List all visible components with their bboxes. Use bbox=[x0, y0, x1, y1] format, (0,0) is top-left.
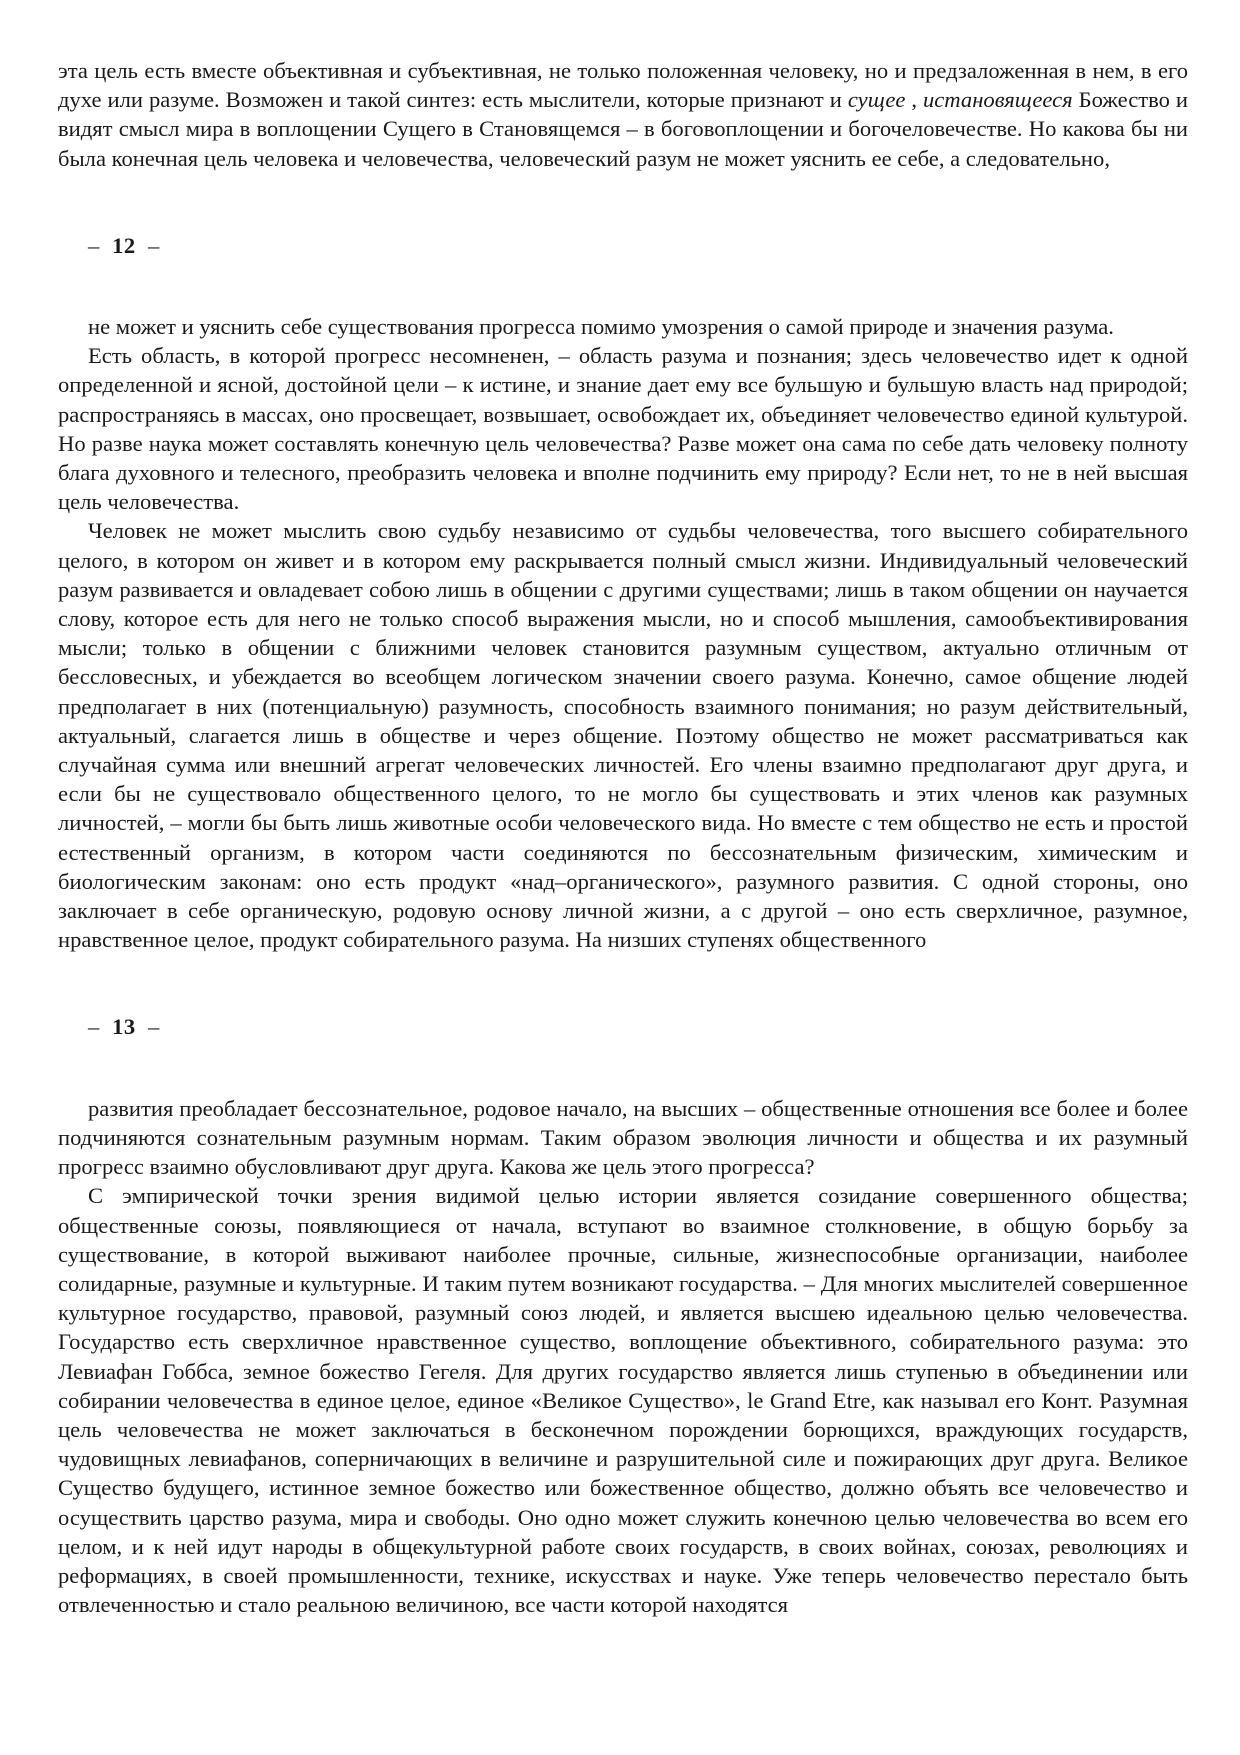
dash-left: – bbox=[88, 232, 100, 258]
page-number-marker-12 bbox=[88, 231, 1188, 260]
dash-right: – bbox=[147, 1014, 160, 1040]
document-page bbox=[58, 56, 1188, 1619]
paragraph-continuation-top bbox=[58, 56, 1188, 173]
page-number-marker-13 bbox=[88, 1012, 1188, 1041]
page-number: 13 bbox=[112, 1014, 136, 1040]
paragraph: С эмпирической точки зрения видимой целью истории является созидание совершенного общества; общественные союзы, появляющиеся от начала, вступают во взаимное столкновение, в общую борьбу за существование, в которой выживают наиболее прочные, сильные, жизнеспособные организации, наиболее солидарные, разумные и культурные. И таким путем возникают государства. – Для многих мыслителей совершенное культурное государство, правовой, разумный союз людей, и является высшею идеальною целью человечества. Государство есть сверхличное нравственное существо, воплощение объективного, собирательного разума: это Левиафан Гоббса, земное божество Гегеля. Для других государство является лишь ступенью в объединении или собирании человечества в единое целое, единое «Великое Существо», le Grand Etre, как называл его Конт. Разумная цель человечества не может заключаться в бесконечном порождении борющихся, враждующих государств, чудовищных левиафанов, соперничающих в величине и разрушительной силе и пожирающих друг друга. Великое Существо будущего, истинное земное божество или божественное общество, должно объять все человечество и осуществить царство разума, мира и свободы. Оно одно может служить конечною целью человечества во всем его целом, и к ней идут народы в общекультурной работе своих государств, в своих войнах, союзах, революциях и реформациях, в своей промышленности, технике, искусствах и науке. Уже теперь человечество перестало быть отвлеченностью и стало реальною величиною, все части которой находятся bbox=[58, 1183, 1188, 1618]
dash-left: – bbox=[88, 1014, 100, 1040]
paragraph: не может и уяснить себе существования прогресса помимо умозрения о самой природе и значения разума. bbox=[88, 314, 1114, 340]
paragraph: Человек не может мыслить свою судьбу независимо от судьбы человечества, того высшего собирательного целого, в котором он живет и в котором ему раскрывается полный смысл жизни. Индивидуальный человеческий разум развивается и овладевает собою лишь в общении с другими существами; лишь в таком общении он научается слову, которое есть для него не только способ выражения мысли, но и способ мышления, самообъективирования мысли; только в общении с ближними человек становится разумным существом, актуально отличным от бессловесных, и убеждается во всеобщем логическом значении своего разума. Конечно, самое общение людей предполагает в них (потенциальную) разумность, способность взаимного понимания; но разум действительный, актуальный, слагается лишь в обществе и через общение. Поэтому общество не может рассматриваться как случайная сумма или внешний агрегат человеческих личностей. Его члены взаимно предполагают друг друга, и если бы не существовало общественного целого, то не могло бы существовать и этих членов как разумных личностей, – могли бы быть лишь животные особи человеческого вида. Но вместе с тем общество не есть и простой естественный организм, в котором части соединяются по бессознательным физическим, химическим и биологическим законам: оно есть продукт «над–органического», разумного развития. С одной стороны, оно заключает в себе органическую, родовую основу личной жизни, а с другой – оно есть сверхличное, разумное, нравственное целое, продукт собирательного разума. На низших ступенях общественного bbox=[58, 518, 1188, 953]
text-run: эта цель есть вместе объективная и субъективная, не только положенная человеку, но и предзаложенная в нем, в его духе или разуме. Возможен и такой синтез: есть мыслители, которые признают и bbox=[58, 58, 1188, 113]
italic-term-sushchee: сущее bbox=[847, 87, 906, 113]
paragraph: развития преобладает бессознательное, родовое начало, на высших – общественные отношения все более и более подчиняются сознательным разумным нормам. Таким образом эволюция личности и общества и их разумный прогресс взаимно обусловливают друг друга. Какова же цель этого прогресса? bbox=[58, 1095, 1188, 1180]
page-number: 12 bbox=[112, 232, 136, 258]
text-run: , bbox=[905, 87, 923, 113]
paragraph: Есть область, в которой прогресс несомненен, – область разума и познания; здесь человечество идет к одной определенной и ясной, достойной цели – к истине, и знание дает ему все бульшую и бульшую власть над природой; распространяясь в массах, оно просвещает, возвышает, освобождает их, объединяет человечество единой культурой. Но разве наука может составлять конечную цель человечества? Разве может она сама по себе дать человеку полноту блага духовного и телесного, преобразить человека и вполне подчинить ему природу? Если нет, то не в ней высшая цель человечества. bbox=[58, 343, 1188, 515]
italic-term-stanovyashcheesya: истановящееся bbox=[922, 87, 1073, 113]
dash-right: – bbox=[147, 232, 160, 258]
text-run: Божество и видят смысл мира в воплощении Сущего в Становящемся – в боговоплощении и богочеловечестве. Но какова бы ни была конечная цель человека и человечества, человеческий разум не может уяснить ее себе, а следовательно, bbox=[58, 87, 1188, 171]
